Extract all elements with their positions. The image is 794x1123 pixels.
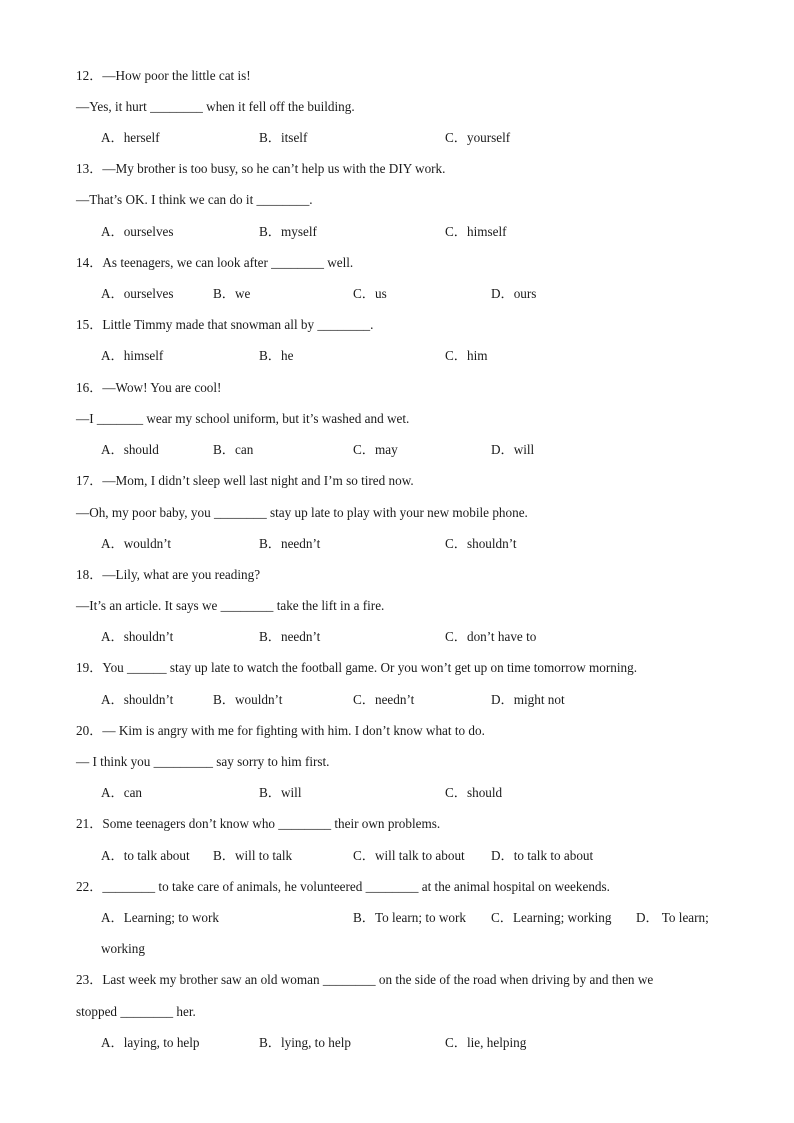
question-14-option-d: D．ours — [491, 286, 537, 301]
question-23-stem: 23．Last week my brother saw an old woman ________ on the side of the road when driving by and then we — [76, 972, 654, 987]
question-15-option-c: C．him — [445, 348, 488, 363]
question-22-option-a: A．Learning; to work — [101, 910, 219, 925]
question-22-option-d: D． To learn; — [636, 910, 709, 925]
question-21-option-c: C．will talk to about — [353, 848, 465, 863]
question-22-option-c: C．Learning; working — [491, 910, 612, 925]
question-23-option-b: B．lying, to help — [259, 1035, 351, 1050]
question-22-option-d-continued: working — [101, 941, 145, 956]
question-15-option-b: B．he — [259, 348, 294, 363]
question-16-stem: 16．—Wow! You are cool! — [76, 380, 222, 395]
question-16-option-c: C．may — [353, 442, 398, 457]
question-19-option-b: B．wouldn’t — [213, 692, 283, 707]
question-17-option-a: A．wouldn’t — [101, 536, 172, 551]
question-14-stem: 14．As teenagers, we can look after ________ well. — [76, 255, 354, 270]
question-15-stem: 15．Little Timmy made that snowman all by ________. — [76, 317, 374, 332]
question-19-option-d: D．might not — [491, 692, 565, 707]
question-18-option-c: C．don’t have to — [445, 629, 537, 644]
question-19-stem: 19．You ______ stay up late to watch the football game. Or you won’t get up on time tomorrow morning. — [76, 660, 638, 675]
question-21-option-b: B．will to talk — [213, 848, 293, 863]
question-17-option-b: B．needn’t — [259, 536, 321, 551]
question-12-line2: —Yes, it hurt ________ when it fell off the building. — [76, 99, 355, 114]
question-23-option-c: C．lie, helping — [445, 1035, 527, 1050]
question-18-line2: —It’s an article. It says we ________ take the lift in a fire. — [76, 598, 385, 613]
question-22-stem: 22．________ to take care of animals, he volunteered ________ at the animal hospital on weekends. — [76, 879, 610, 894]
question-20-option-c: C．should — [445, 785, 503, 800]
question-14-option-c: C．us — [353, 286, 387, 301]
question-21-option-a: A．to talk about — [101, 848, 190, 863]
question-21-stem: 21．Some teenagers don’t know who ________ their own problems. — [76, 816, 441, 831]
question-13-option-c: C．himself — [445, 224, 507, 239]
question-18-stem: 18．—Lily, what are you reading? — [76, 567, 261, 582]
question-21-option-d: D．to talk to about — [491, 848, 594, 863]
question-17-line2: —Oh, my poor baby, you ________ stay up late to play with your new mobile phone. — [76, 505, 528, 520]
question-17-stem: 17．—Mom, I didn’t sleep well last night and I’m so tired now. — [76, 473, 414, 488]
question-13-option-b: B．myself — [259, 224, 317, 239]
question-23-line2: stopped ________ her. — [76, 1004, 196, 1019]
question-20-option-a: A．can — [101, 785, 143, 800]
question-18-option-a: A．shouldn’t — [101, 629, 174, 644]
question-13-line2: —That’s OK. I think we can do it ________. — [76, 192, 313, 207]
question-12-option-b: B．itself — [259, 130, 308, 145]
question-13-stem: 13．—My brother is too busy, so he can’t help us with the DIY work. — [76, 161, 446, 176]
question-13-option-a: A．ourselves — [101, 224, 174, 239]
question-18-option-b: B．needn’t — [259, 629, 321, 644]
question-14-option-a: A．ourselves — [101, 286, 174, 301]
question-20-option-b: B．will — [259, 785, 302, 800]
question-12-option-a: A．herself — [101, 130, 160, 145]
question-20-line2: — I think you _________ say sorry to him first. — [76, 754, 330, 769]
question-12-option-c: C．yourself — [445, 130, 511, 145]
question-23-option-a: A．laying, to help — [101, 1035, 200, 1050]
question-12-stem: 12．—How poor the little cat is! — [76, 68, 251, 83]
question-16-option-b: B．can — [213, 442, 254, 457]
question-20-stem: 20．— Kim is angry with me for fighting with him. I don’t know what to do. — [76, 723, 485, 738]
question-15-option-a: A．himself — [101, 348, 164, 363]
question-14-option-b: B．we — [213, 286, 251, 301]
question-22-option-b: B．To learn; to work — [353, 910, 466, 925]
question-16-line2: —I _______ wear my school uniform, but it’s washed and wet. — [76, 411, 410, 426]
question-19-option-c: C．needn’t — [353, 692, 415, 707]
question-19-option-a: A．shouldn’t — [101, 692, 174, 707]
question-16-option-a: A．should — [101, 442, 159, 457]
question-16-option-d: D．will — [491, 442, 535, 457]
question-17-option-c: C．shouldn’t — [445, 536, 517, 551]
